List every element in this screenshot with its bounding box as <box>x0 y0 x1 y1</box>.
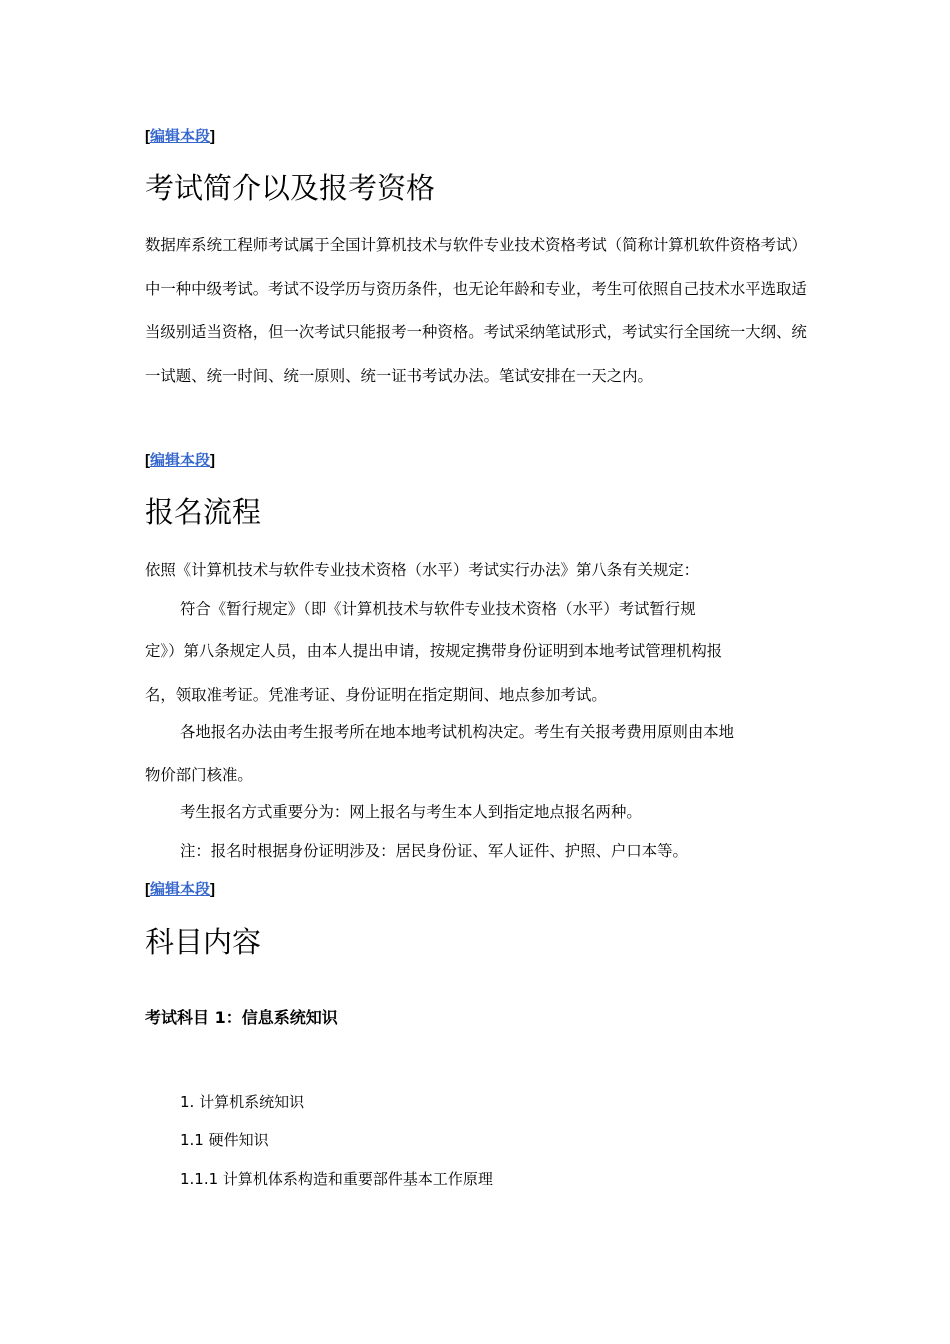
open-bracket: [ <box>145 881 150 898</box>
registration-local-line-1: 各地报名办法由考生报考所在地本地考试机构决定。考生有关报考费用原则由本地 <box>180 723 735 741</box>
open-bracket: [ <box>145 128 150 145</box>
registration-intro: 依照《计算机技术与软件专业技术资格（水平）考试实行办法》第八条有关规定： <box>145 561 700 579</box>
section-title-subject-content: 科目内容 <box>145 925 262 959</box>
close-bracket: ] <box>210 452 216 469</box>
outline-item-1: 1. 计算机系统知识 <box>180 1093 305 1111</box>
registration-rule-line-1: 符合《暂行规定》（即《计算机技术与软件专业技术资格（水平）考试暂行规 <box>180 600 696 618</box>
section-title-registration: 报名流程 <box>145 495 262 529</box>
subject-heading: 考试科目 1：信息系统知识 <box>145 1008 338 1027</box>
close-bracket: ] <box>210 128 216 145</box>
registration-method: 考生报名方式重要分为：网上报名与考生本人到指定地点报名两种。 <box>180 803 642 821</box>
edit-section-link-2 <box>145 451 215 471</box>
registration-note: 注：报名时根据身份证明涉及：居民身份证、军人证件、护照、户口本等。 <box>180 842 688 860</box>
outline-item-1-1-1: 1.1.1 计算机体系构造和重要部件基本工作原理 <box>180 1170 493 1188</box>
edit-section-link-1 <box>145 127 215 147</box>
registration-local-line-2: 物价部门核准。 <box>145 766 253 784</box>
edit-section-button[interactable]: 编辑本段 <box>150 452 211 469</box>
close-bracket: ] <box>210 881 216 898</box>
edit-section-button[interactable]: 编辑本段 <box>150 881 211 898</box>
edit-section-button[interactable]: 编辑本段 <box>150 128 211 145</box>
section-body-exam-intro: 数据库系统工程师考试属于全国计算机技术与软件专业技术资格考试（简称计算机软件资格考试）中一种中级考试。考试不设学历与资历条件，也无论年龄和专业，考生可依照自己技术水平选取适当级别适当资格，但一次考试只能报考一种资格。考试采纳笔试形式，考试实行全国统一大纲、统一试题、统一时间、统一原则、统一证书考试办法。笔试安排在一天之内。 <box>145 236 807 385</box>
edit-section-link-3 <box>145 880 215 900</box>
outline-item-1-1: 1.1 硬件知识 <box>180 1131 269 1149</box>
open-bracket: [ <box>145 452 150 469</box>
registration-rule-line-3: 名，领取准考证。凭准考证、身份证明在指定期间、地点参加考试。 <box>145 686 607 704</box>
registration-rule-line-2: 定》）第八条规定人员，由本人提出申请，按规定携带身份证明到本地考试管理机构报 <box>145 642 723 660</box>
section-title-exam-intro: 考试简介以及报考资格 <box>145 171 436 205</box>
